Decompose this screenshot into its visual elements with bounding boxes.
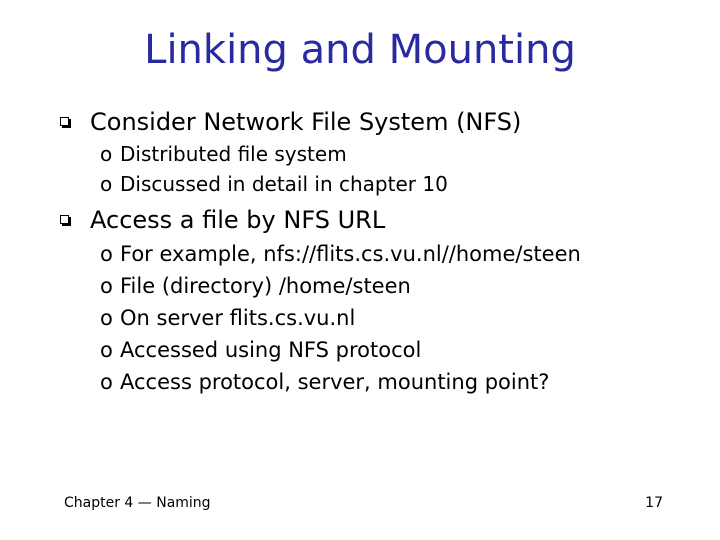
bullet-1-text: Consider Network File System (NFS) bbox=[90, 108, 522, 136]
sub-bullet-text: File (directory) /home/steen bbox=[120, 274, 411, 298]
sub-bullet-marker: o bbox=[100, 142, 113, 166]
sub-bullet-marker: o bbox=[100, 172, 113, 196]
sub-bullet-text: On server flits.cs.vu.nl bbox=[120, 306, 356, 330]
sub-bullet-text: Distributed file system bbox=[120, 142, 347, 166]
bullet-2-text: Access a file by NFS URL bbox=[90, 206, 386, 234]
sub-bullet-marker: o bbox=[100, 338, 113, 362]
sub-bullet-marker: o bbox=[100, 242, 113, 266]
sub-bullet-marker: o bbox=[100, 306, 113, 330]
sub-bullet-text: Access protocol, server, mounting point? bbox=[120, 370, 550, 394]
sub-bullet-text: Accessed using NFS protocol bbox=[120, 338, 422, 362]
footer-chapter: Chapter 4 — Naming bbox=[64, 495, 211, 511]
hollow-square-icon bbox=[60, 215, 69, 224]
sub-bullet-marker: o bbox=[100, 274, 113, 298]
sub-bullet-marker: o bbox=[100, 370, 113, 394]
page-number: 17 bbox=[645, 495, 663, 511]
slide-title: Linking and Mounting bbox=[144, 27, 576, 73]
hollow-square-icon bbox=[60, 117, 69, 126]
sub-bullet-text: For example, nfs://flits.cs.vu.nl//home/steen bbox=[120, 242, 581, 266]
sub-bullet-text: Discussed in detail in chapter 10 bbox=[120, 172, 448, 196]
